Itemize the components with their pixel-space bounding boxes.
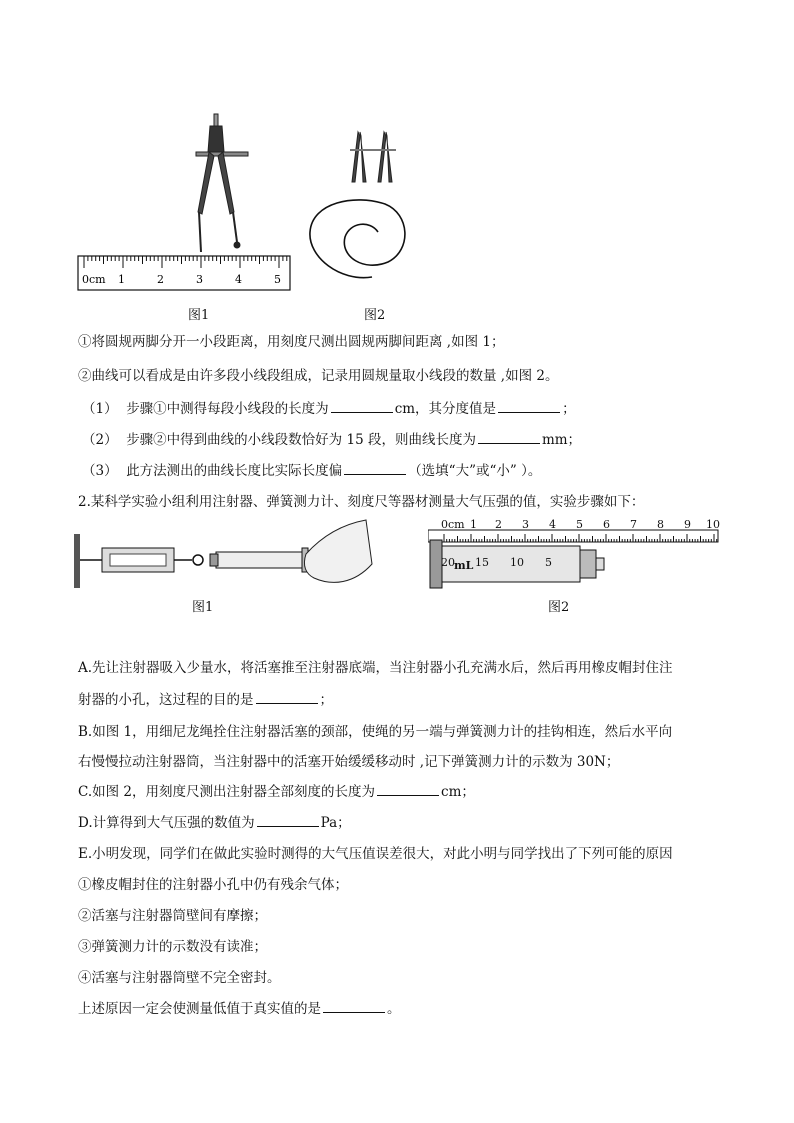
- answer-blank[interactable]: [256, 691, 318, 704]
- ruler-label: 1: [118, 273, 125, 286]
- ruler-label: 10: [706, 518, 720, 531]
- step-d: D.计算得到大气压强的数值为 Pa；: [78, 815, 351, 831]
- question-3: （3） 此方法测出的曲线长度比实际长度偏 （选填“大”或“小” ）。: [82, 463, 542, 479]
- syringe-label: 10: [510, 556, 524, 569]
- reason-4: ④活塞与注射器筒壁不完全密封。: [78, 970, 281, 986]
- step-a-line-1: A.先让注射器吸入少量水，将活塞推至注射器底端，当注射器小孔充满水后，然后再用橡皮帽封住注: [78, 660, 673, 676]
- figure-caption: 图2: [548, 600, 570, 615]
- step-b-line-1: B.如图 1，用细尼龙绳拴住注射器活塞的颈部，使绳的另一端与弹簧测力计的挂钩相连，然后水平向: [78, 724, 673, 740]
- wall: [74, 534, 80, 588]
- step-e: E.小明发现，同学们在做此实验时测得的大气压值误差很大，对此小明与同学找出了下列可能的原因: [78, 846, 673, 862]
- spring-scale-syringe-figure: [74, 514, 374, 594]
- compass-icon: [196, 114, 248, 252]
- answer-blank[interactable]: [323, 1000, 385, 1013]
- ruler-label: 0: [441, 518, 448, 531]
- ruler: [78, 256, 290, 290]
- reason-2: ②活塞与注射器筒壁间有摩擦；: [78, 908, 267, 924]
- ruler-label: 3: [522, 518, 529, 531]
- answer-blank[interactable]: [377, 783, 439, 796]
- final-question: 上述原因一定会使测量低值于真实值的是 。: [78, 1001, 401, 1017]
- hand-icon: [304, 520, 372, 582]
- step-c: C.如图 2，用刻度尺测出注射器全部刻度的长度为 cm；: [78, 784, 475, 800]
- step-b-line-2: 右慢慢拉动注射器筒，当注射器中的活塞开始缓缓移动时 ,记下弹簧测力计的示数为 30N；: [78, 754, 620, 770]
- answer-blank[interactable]: [257, 814, 319, 827]
- answer-blank[interactable]: [478, 431, 540, 444]
- ruler-label: 7: [630, 518, 637, 531]
- syringe-icon: [216, 552, 304, 568]
- ruler-label: 0cm: [82, 273, 106, 286]
- ruler-label: 1: [470, 518, 477, 531]
- compass-icon: [350, 132, 396, 182]
- syringe-label: mL: [454, 559, 474, 572]
- answer-blank[interactable]: [331, 400, 393, 413]
- compass-ruler-figure: [76, 112, 296, 296]
- ruler-label: 3: [196, 273, 203, 286]
- question-2: （2） 步骤②中得到曲线的小线段数恰好为 15 段，则曲线长度为 mm；: [82, 432, 582, 448]
- answer-blank[interactable]: [344, 462, 406, 475]
- syringe-label: 15: [475, 556, 489, 569]
- step-a-line-2: 射器的小孔，这过程的目的是 ；: [78, 692, 333, 708]
- ruler-label: 6: [603, 518, 610, 531]
- figure-caption: 图1: [188, 308, 210, 323]
- answer-blank[interactable]: [498, 400, 560, 413]
- ruler-label: 2: [157, 273, 164, 286]
- ruler-label: 4: [235, 273, 242, 286]
- figure-caption: 图1: [192, 600, 214, 615]
- ruler-label: cm: [448, 518, 465, 531]
- problem-2-intro: 2.某科学实验小组利用注射器、弹簧测力计、刻度尺等器材测量大气压强的值，实验步骤如下：: [78, 494, 645, 510]
- syringe-ruler-figure: [428, 516, 724, 594]
- step-1: ①将圆规两脚分开一小段距离，用刻度尺测出圆规两脚间距离 ,如图 1；: [78, 334, 505, 350]
- ruler-label: 9: [684, 518, 691, 531]
- ruler-label: 5: [274, 273, 281, 286]
- step-2: ②曲线可以看成是由许多段小线段组成，记录用圆规量取小线段的数量 ,如图 2。: [78, 368, 559, 384]
- ruler-label: 8: [657, 518, 664, 531]
- ruler-label: 4: [549, 518, 556, 531]
- syringe-label: 5: [545, 556, 552, 569]
- syringe-label: 20: [441, 556, 455, 569]
- question-1: （1） 步骤①中测得每段小线段的长度为 cm，其分度值是 ；: [82, 401, 576, 417]
- spiral-curve: [310, 200, 405, 278]
- ruler-label: 2: [495, 518, 502, 531]
- reason-3: ③弹簧测力计的示数没有读准；: [78, 939, 267, 955]
- reason-1: ①橡皮帽封住的注射器小孔中仍有残余气体；: [78, 877, 348, 893]
- ruler-label: 5: [576, 518, 583, 531]
- figure-caption: 图2: [364, 308, 386, 323]
- spiral-figure: [300, 122, 420, 292]
